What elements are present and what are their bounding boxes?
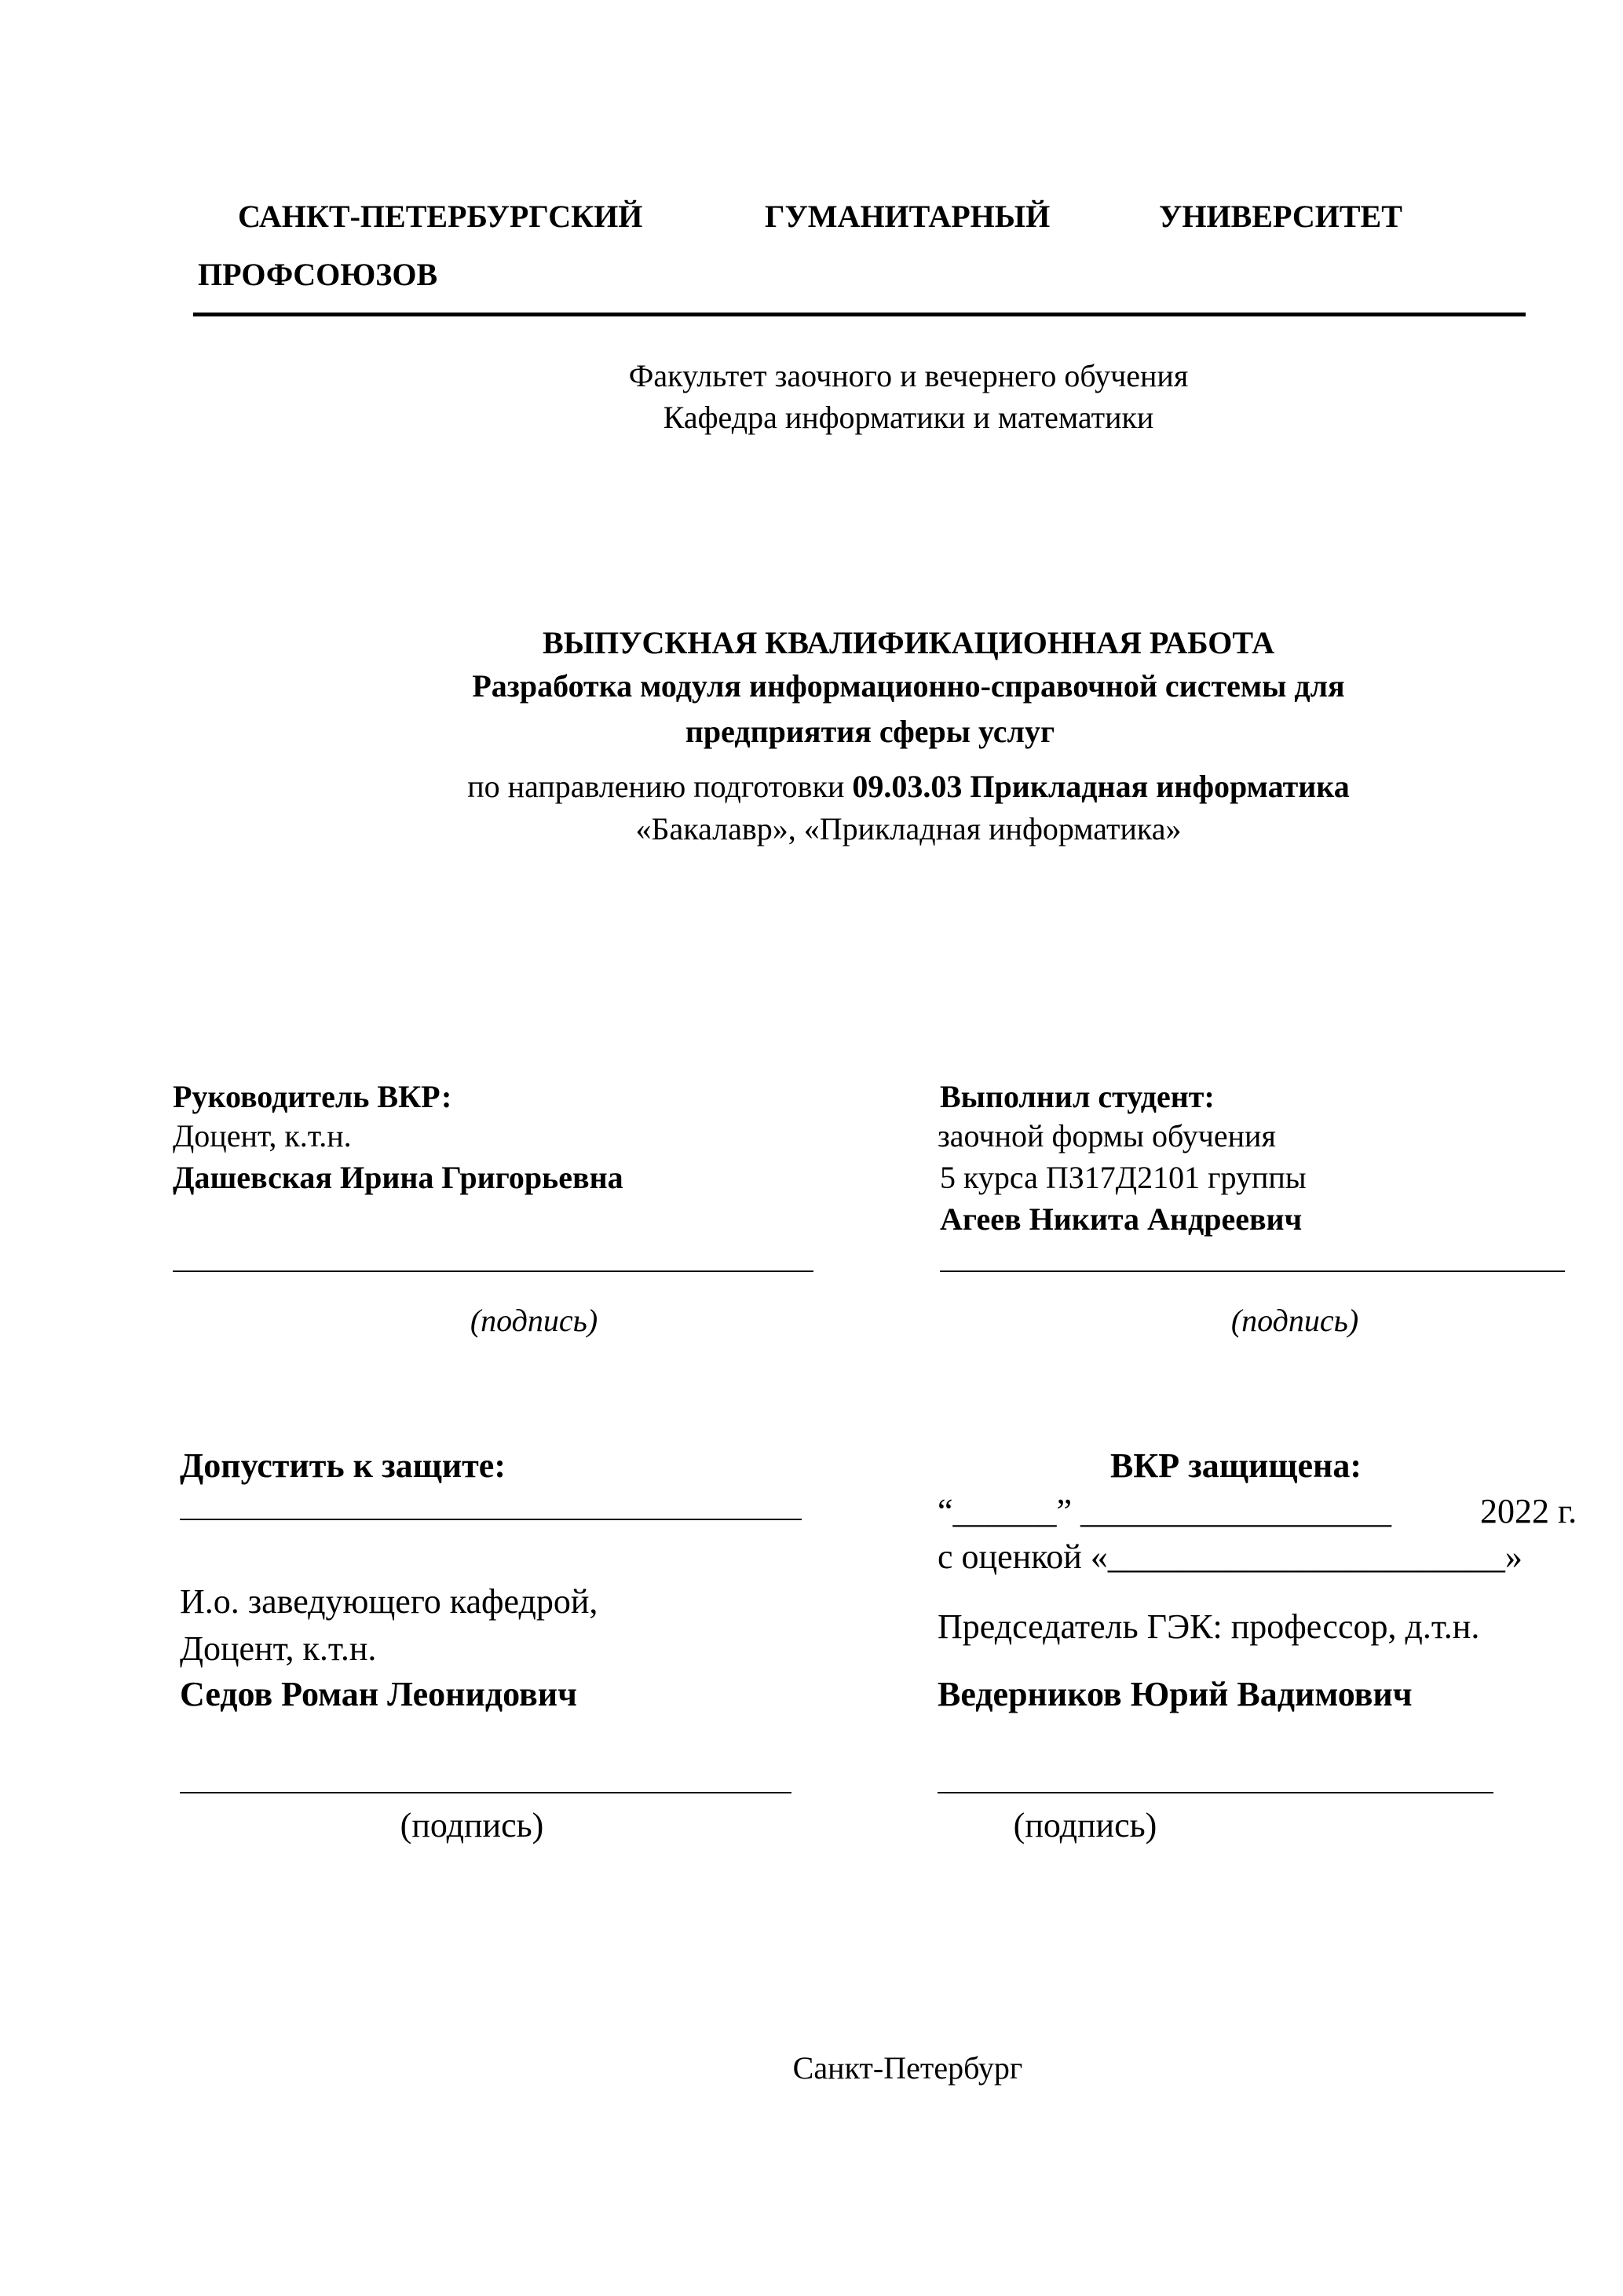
- student-heading: Выполнил студент:: [940, 1079, 1215, 1114]
- defense-chair-name: Ведерников Юрий Вадимович: [938, 1675, 1413, 1713]
- admission-signature-label: (подпись): [400, 1806, 544, 1844]
- defense-chair: Председатель ГЭК: профессор, д.т.н.: [938, 1607, 1480, 1646]
- admission-position-1: И.о. заведующего кафедрой,: [180, 1582, 598, 1621]
- university-line-2: ПРОФСОЮЗОВ: [198, 257, 438, 292]
- student-group: 5 курса ПЗ17Д2101 группы: [940, 1160, 1307, 1195]
- department: Кафедра информатики и математики: [663, 400, 1154, 435]
- degree: «Бакалавр», «Прикладная информатика»: [635, 811, 1182, 846]
- supervisor-signature-label: (подпись): [470, 1303, 598, 1338]
- admission-heading: Допустить к защите:: [180, 1446, 506, 1485]
- admission-name: Седов Роман Леонидович: [180, 1675, 577, 1713]
- topic-line-1: Разработка модуля информационно-справочной системы для: [472, 668, 1345, 704]
- supervisor-name: Дашевская Ирина Григорьевна: [173, 1160, 623, 1195]
- faculty: Факультет заочного и вечернего обучения: [628, 358, 1189, 393]
- direction-prefix: по направлению подготовки: [467, 769, 853, 804]
- student-signature-label: (подпись): [1230, 1303, 1359, 1338]
- city: Санкт-Петербург: [792, 2050, 1023, 2086]
- direction-code: 09.03.03 Прикладная информатика: [852, 769, 1350, 804]
- defense-heading: ВКР защищена:: [1110, 1446, 1362, 1485]
- university-word-2: ГУМАНИТАРНЫЙ: [765, 199, 1051, 234]
- admission-position-2: Доцент, к.т.н.: [180, 1629, 377, 1668]
- header-rule: [193, 313, 1526, 316]
- student-signature-line: [940, 1270, 1565, 1272]
- supervisor-position: Доцент, к.т.н.: [173, 1118, 352, 1153]
- student-name: Агеев Никита Андреевич: [940, 1201, 1303, 1237]
- defense-grade-line: с оценкой «_______________________»: [938, 1537, 1522, 1576]
- defense-signature-label: (подпись): [1013, 1806, 1157, 1844]
- direction: [467, 771, 1349, 803]
- admission-signature-line: [180, 1792, 791, 1793]
- university-word-3: УНИВЕРСИТЕТ: [1159, 199, 1402, 234]
- defense-signature-line: [938, 1792, 1493, 1793]
- admission-blank-line: [180, 1519, 802, 1520]
- supervisor-signature-line: [173, 1270, 813, 1272]
- defense-date-line: “______” __________________: [938, 1492, 1392, 1530]
- defense-year: 2022 г.: [1480, 1492, 1577, 1530]
- topic-line-2: предприятия сферы услуг: [685, 714, 1055, 749]
- university-word-1: САНКТ-ПЕТЕРБУРГСКИЙ: [238, 199, 643, 234]
- supervisor-heading: Руководитель ВКР:: [173, 1079, 452, 1114]
- student-form: заочной формы обучения: [938, 1118, 1276, 1153]
- work-type: ВЫПУСКНАЯ КВАЛИФИКАЦИОННАЯ РАБОТА: [543, 625, 1274, 660]
